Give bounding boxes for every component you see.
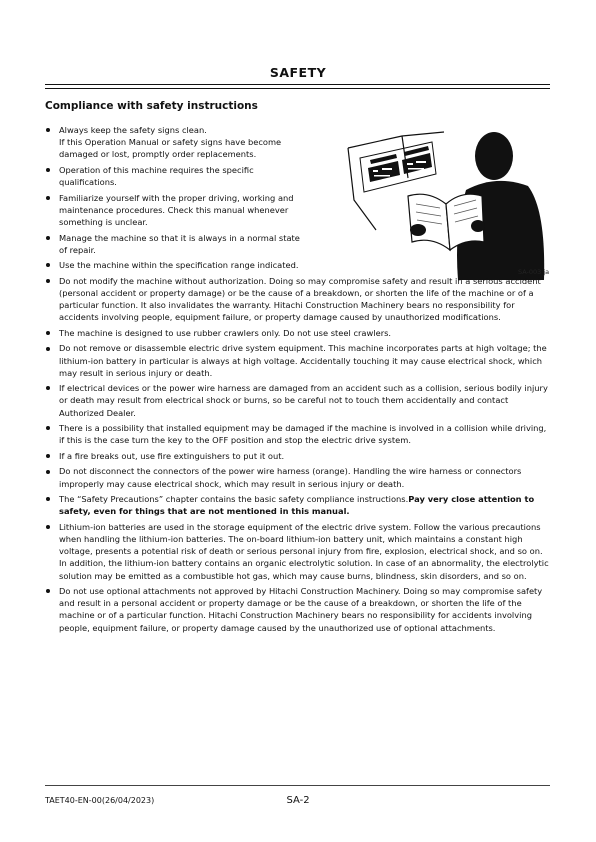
list-item: Do not use optional attachments not approved by Hitachi Construction Machinery. Doing so may compromise safety and result in a personal accident or property damage or be the cause of a breakdown, or shorten the life of the machine or of a particular function. Hitachi Construction Machinery bears no responsibility for accidents involving people, equipment failure, or property damage caused by the unauthorized use of optional attachments. <box>45 585 552 634</box>
list-item: If electrical devices or the power wire harness are damaged from an accident such as a collision, serious bodily injury or death may result from electrical shock or burns, so be careful not to touch them accidentally and contact Authorized Dealer. <box>45 382 552 419</box>
list-item: Always keep the safety signs clean. If this Operation Manual or safety signs have become damaged or lost, promptly order replacements. <box>45 124 300 161</box>
list-item: Lithium-ion batteries are used in the storage equipment of the electric drive system. Follow the various precautions when handling the lithium-ion batteries. The on-board lithium-ion battery unit, which maintains a constant high voltage, presents a potential risk of death or serious personal injury from fire, explosion, electrical shock, and so on. In addition, the lithium-ion battery contains an organic electrolytic solution. In case of an abnormality, the electrolytic solution may be emitted as a combustible hot gas, which may cause burns, blindness, skin disorders, and so on. <box>45 521 552 582</box>
list-item: Manage the machine so that it is always in a normal state of repair. <box>45 232 300 256</box>
header-rule-bottom <box>45 88 550 89</box>
safety-instructions-list <box>45 124 552 637</box>
list-item: If a fire breaks out, use fire extinguishers to put it out. <box>45 450 552 462</box>
section-title: Compliance with safety instructions <box>45 100 258 112</box>
header-rule-top <box>45 84 550 85</box>
list-item: Use the machine within the specification range indicated. <box>45 259 300 271</box>
footer-rule <box>45 785 550 786</box>
list-item: Do not disconnect the connectors of the power wire harness (orange). Handling the wire harness or connectors improperly may cause electrical shock, which may result in serious injury or death. <box>45 465 552 489</box>
list-item: The machine is designed to use rubber crawlers only. Do not use steel crawlers. <box>45 327 552 339</box>
list-item: There is a possibility that installed equipment may be damaged if the machine is involved in a collision while driving, if this is the case turn the key to the OFF position and stop the electric drive system. <box>45 422 552 446</box>
page-title: SAFETY <box>269 65 327 80</box>
list-item: Do not modify the machine without authorization. Doing so may compromise safety and result in a serious accident (personal accident or property damage) or be the cause of a breakdown, or shorten the life of the machine or of a particular function. It also invalidates the warranty. Hitachi Construction Machinery bears no responsibility for accidents involving people, equipment failure, or property damage caused by unauthorized modifications. <box>45 275 552 324</box>
list-item: The “Safety Precautions” chapter contains the basic safety compliance instructions.Pay very close attention to safety, even for things that are not mentioned in this manual. <box>45 493 552 517</box>
list-item: Do not remove or disassemble electric drive system equipment. This machine incorporates parts at high voltage; the lithium-ion battery in particular is always at high voltage. Accidentally touching it may cause electrical shock, which may result in serious injury or death. <box>45 342 552 379</box>
list-item: Operation of this machine requires the specific qualifications. <box>45 164 300 188</box>
page-number: SA-2 <box>286 795 310 806</box>
figure-caption: SA-003 ja <box>518 268 550 276</box>
list-item: Familiarize yourself with the proper driving, working and maintenance procedures. Check this manual whenever something is unclear. <box>45 192 300 229</box>
document-code: TAET40-EN-00(26/04/2023) <box>45 796 155 805</box>
